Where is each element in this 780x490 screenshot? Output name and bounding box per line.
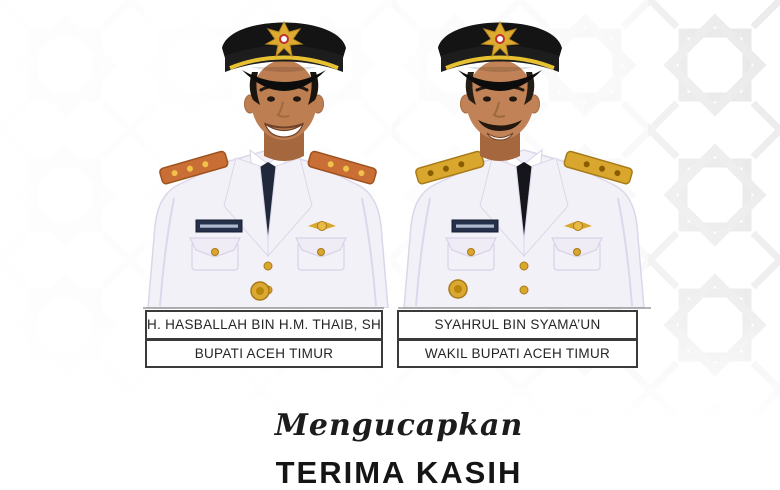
uniform-jacket (148, 150, 388, 308)
greeting-script-text: Mengucapkan (274, 408, 524, 443)
photo-bupati (140, 0, 396, 308)
greeting-main-text: TERIMA KASIH (275, 455, 523, 490)
official-title: BUPATI ACEH TIMUR (194, 345, 334, 361)
label-box-wakil-bupati (397, 310, 638, 368)
official-name: H. HASBALLAH BIN H.M. THAIB, SH (147, 312, 381, 341)
official-title: WAKIL BUPATI ACEH TIMUR (424, 345, 611, 361)
photo-left-baseline (143, 307, 384, 309)
medallion-icon (251, 282, 269, 300)
photo-right-baseline (398, 307, 651, 309)
official-name: SYAHRUL BIN SYAMA’UN (399, 312, 636, 341)
label-box-bupati (145, 310, 383, 368)
uniform-jacket (404, 150, 644, 308)
medallion-icon (449, 280, 467, 298)
photo-wakil-bupati (396, 0, 652, 308)
